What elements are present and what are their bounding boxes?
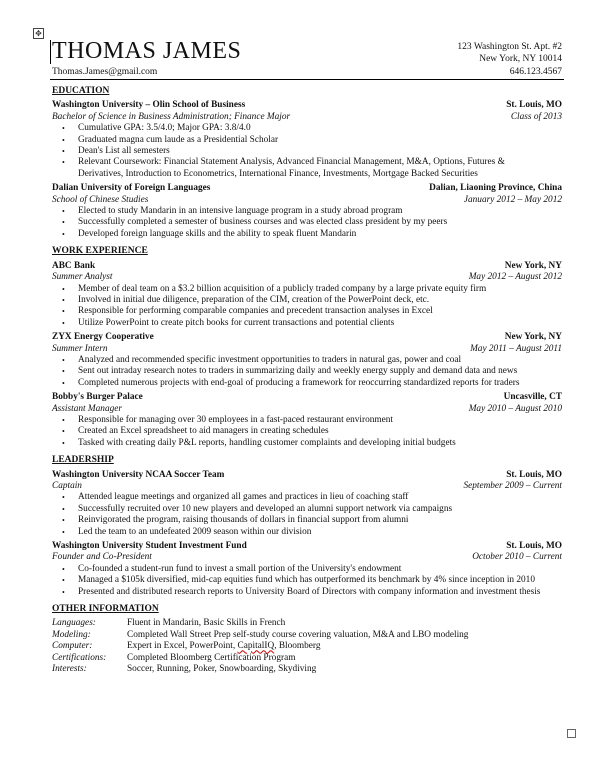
- bullet-item: • Managed a $105k diversified, mid-cap equities fund which has outperformed its benchmark by 4% since inception in 2010: [78, 575, 562, 586]
- entry-dates: October 2010 – Current: [472, 552, 562, 563]
- entry-location: St. Louis, MO: [506, 469, 562, 480]
- entry-location: Dalian, Liaoning Province, China: [429, 183, 562, 194]
- bullet-item: • Responsible for managing over 30 employees in a fast-paced restaurant environment: [78, 415, 562, 426]
- bullet-item: • Dean's List all semesters: [78, 146, 562, 157]
- bullet-item: • Analyzed and recommended specific investment opportunities to traders in natural gas, power and coal: [78, 355, 562, 366]
- entry-location: St. Louis, MO: [506, 100, 562, 111]
- info-label: Certifications:: [52, 652, 107, 663]
- info-label: Languages:: [52, 618, 96, 629]
- bullet-item: • Successfully recruited over 10 new players and developed an alumni support network via campaigns: [78, 504, 562, 515]
- move-handle-icon[interactable]: ✥: [33, 28, 44, 39]
- bullet-list: [52, 284, 562, 330]
- bullet-item: [78, 157, 562, 180]
- other-info-list: [52, 618, 562, 675]
- bullet-item: • Developed foreign language skills and the ability to speak fluent Mandarin: [78, 229, 562, 240]
- info-row-modeling: [52, 630, 562, 641]
- leadership-entry: [52, 541, 562, 598]
- bullet-list: [52, 123, 562, 180]
- section-title-other-information: OTHER INFORMATION: [52, 604, 159, 615]
- entry-org: Washington University Student Investment Fund: [52, 541, 247, 552]
- entry-location: St. Louis, MO: [506, 541, 562, 552]
- section-title-leadership: LEADERSHIP: [52, 455, 114, 466]
- info-value: Completed Bloomberg Certification Program: [127, 652, 296, 663]
- bullet-item: • Utilize PowerPoint to create pitch books for current transactions and potential clients: [78, 318, 562, 329]
- resume-name: THOMAS JAMES: [52, 38, 242, 64]
- info-value: [127, 641, 562, 652]
- entry-role: Founder and Co-President: [52, 552, 152, 563]
- info-row-certifications: [52, 653, 562, 664]
- entry-org: Washington University NCAA Soccer Team: [52, 469, 225, 480]
- corner-marker-icon: [567, 729, 576, 738]
- entry-org: ABC Bank: [52, 260, 96, 271]
- bullet-item: • Co-founded a student-run fund to invest a small portion of the University's endowment: [78, 564, 562, 575]
- entry-dates: September 2009 – Current: [463, 481, 562, 491]
- bullet-item: • Reinvigorated the program, raising thousands of dollars in financial support from alumni: [78, 515, 562, 526]
- entry-dates: May 2012 – August 2012: [468, 272, 562, 283]
- section-title-work-experience: WORK EXPERIENCE: [52, 246, 148, 257]
- info-row-languages: [52, 618, 562, 629]
- text-cursor: [50, 40, 51, 64]
- entry-org: Bobby's Burger Palace: [52, 392, 143, 403]
- entry-org: ZYX Energy Cooperative: [52, 332, 154, 343]
- info-row-interests: [52, 664, 562, 675]
- bullet-item: • Cumulative GPA: 3.5/4.0; Major GPA: 3.8/4.0: [78, 123, 562, 134]
- phone-number: 646.123.4567: [509, 67, 562, 77]
- entry-role: Bachelor of Science in Business Administration; Finance Major: [52, 111, 291, 122]
- entry-dates: Class of 2013: [510, 111, 562, 122]
- work-entry: [52, 392, 562, 449]
- info-value: Soccer, Running, Poker, Snowboarding, Skydiving: [127, 664, 317, 675]
- entry-role: Summer Analyst: [52, 272, 113, 283]
- entry-dates: May 2011 – August 2011: [470, 343, 562, 354]
- entry-dates: January 2012 – May 2012: [463, 194, 562, 205]
- entry-location: New York, NY: [504, 260, 562, 271]
- address-line-2: New York, NY 10014: [479, 53, 562, 64]
- bullet-text-line: • Relevant Coursework: Financial Statement Analysis, Advanced Financial Management, M&A, Options, Futures &: [78, 157, 505, 168]
- education-entry: [52, 100, 562, 180]
- bullet-item: • Successfully completed a semester of business courses and was elected class president by my peers: [78, 217, 562, 228]
- work-entry: [52, 332, 562, 389]
- entry-role: School of Chinese Studies: [52, 194, 149, 205]
- bullet-list: [52, 492, 562, 538]
- bullet-list: [52, 355, 562, 389]
- entry-dates: May 2010 – August 2010: [468, 403, 562, 414]
- bullet-item: • Created an Excel spreadsheet to aid managers in creating schedules: [78, 426, 562, 437]
- bullet-item: • Elected to study Mandarin in an intensive language program in a study abroad program: [78, 206, 562, 217]
- info-value-pre: Expert in Excel, PowerPoint,: [127, 641, 238, 652]
- bullet-item: • Sent out intraday research notes to traders in summarizing daily and weekly energy supply and demand data and news: [78, 366, 562, 377]
- bullet-item: • Responsible for performing comparable companies and precedent transaction analyses in Excel: [78, 306, 562, 317]
- resume-body: [52, 84, 562, 676]
- spellcheck-flagged-word[interactable]: CapitalIQ: [237, 641, 275, 652]
- bullet-text-line: Derivatives, Introduction to Econometrics, International Finance, Investments, Mortgage Backed Securities: [78, 168, 478, 179]
- bullet-item: • Presented and distributed research reports to University Board of Directors with company information and investment thesis: [78, 587, 562, 598]
- info-row-computer: [52, 641, 562, 652]
- info-label: Interests:: [52, 664, 87, 675]
- education-entry: [52, 183, 562, 240]
- entry-org: Washington University – Olin School of Business: [52, 100, 246, 111]
- info-value: Completed Wall Street Prep self-study course covering valuation, M&A and LBO modeling: [127, 629, 469, 640]
- email-address[interactable]: Thomas.James@gmail.com: [52, 67, 158, 77]
- bullet-item: • Member of deal team on a $3.2 billion acquisition of a publicly traded company by a large private equity firm: [78, 284, 562, 295]
- entry-role: Assistant Manager: [52, 403, 122, 414]
- entry-role: Summer Intern: [52, 343, 108, 354]
- bullet-list: [52, 415, 562, 449]
- bullet-item: • Completed numerous projects with end-goal of producing a framework for reoccurring standardized reports for traders: [78, 378, 562, 389]
- leadership-entry: [52, 470, 562, 538]
- address-line-1: 123 Washington St. Apt. #2: [457, 42, 562, 52]
- address-block: [457, 42, 562, 65]
- work-entry: [52, 261, 562, 329]
- header-divider: [50, 79, 564, 80]
- entry-location: New York, NY: [504, 332, 562, 343]
- bullet-list: [52, 564, 562, 598]
- entry-org: Dalian University of Foreign Languages: [52, 183, 211, 194]
- bullet-item: • Involved in initial due diligence, preparation of the CIM, creation of the PowerPoint deck, etc.: [78, 295, 562, 306]
- info-label: Computer:: [52, 641, 93, 652]
- entry-location: Uncasville, CT: [503, 392, 562, 403]
- entry-role: Captain: [52, 481, 82, 491]
- bullet-item: • Tasked with creating daily P&L reports, handling customer complaints and developing initial budgets: [78, 438, 562, 449]
- info-value-post: , Bloomberg: [274, 641, 321, 652]
- section-title-education: EDUCATION: [52, 86, 110, 96]
- bullet-item: • Led the team to an undefeated 2009 season within our division: [78, 527, 562, 538]
- info-label: Modeling:: [52, 629, 91, 640]
- info-value: Fluent in Mandarin, Basic Skills in French: [127, 618, 286, 629]
- bullet-item: • Graduated magna cum laude as a Presidential Scholar: [78, 135, 562, 146]
- bullet-list: [52, 206, 562, 240]
- bullet-item: • Attended league meetings and organized all games and practices in lieu of coaching staff: [78, 492, 562, 503]
